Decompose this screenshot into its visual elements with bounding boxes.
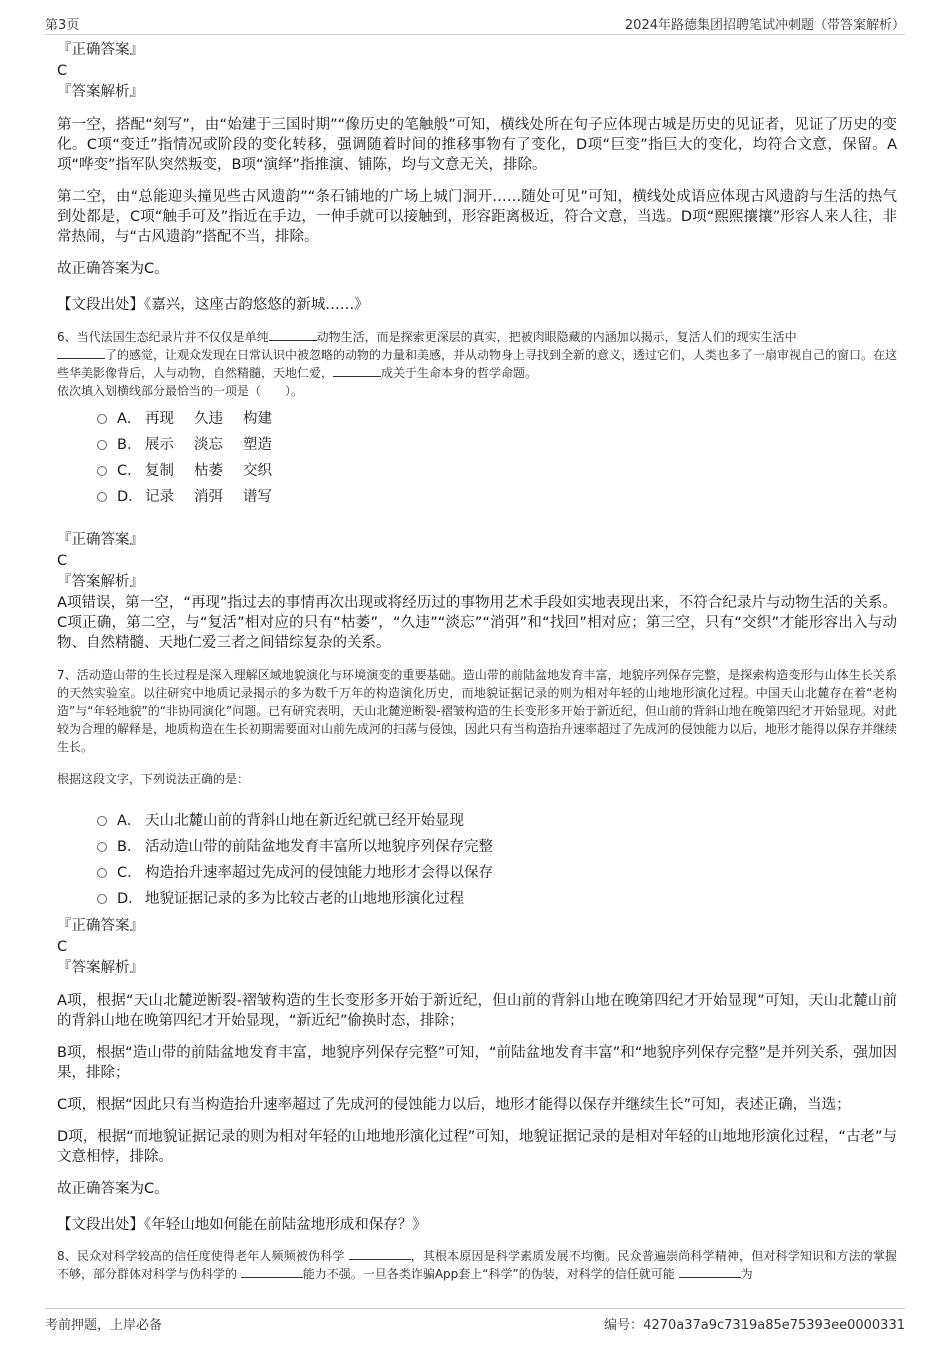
radio-icon[interactable] [97, 868, 107, 878]
option-b[interactable]: B． 活动造山带的前陆盆地发育丰富所以地貌序列保存完整 [57, 834, 897, 860]
option-c[interactable]: C． 构造抬升速率超过先成河的侵蚀能力地形才会得以保存 [57, 860, 897, 886]
fill-blank [679, 1265, 741, 1278]
footer-slogan: 考前押题，上岸必备 [45, 1318, 163, 1333]
fill-blank [241, 1265, 303, 1278]
fill-blank [57, 346, 105, 359]
radio-icon[interactable] [97, 816, 107, 826]
question-prompt: 根据这段文字，下列说法正确的是： [57, 772, 250, 786]
radio-icon[interactable] [97, 492, 107, 502]
page-content [57, 40, 897, 1283]
analysis-paragraph: C项，根据“因此只有当构造抬升速率超过了先成河的侵蚀能力以后，地形才能得以保存并继续生长”可知，表述正确，当选； [57, 1097, 851, 1113]
option-a[interactable]: A． 再现 久违 构建 [57, 406, 897, 432]
analysis-paragraph: 第一空，搭配“刻写”，由“始建于三国时期”“像历史的笔触般”可知，横线处所在句子应体现古城是历史的见证者，见证了历史的变化。C项“变迁”指情况或阶段的变化转移，强调随着时间的推移事物有了变化，D项“巨变”指巨大的变化，均符合文意，保留。A项“哗变”指军队突然叛变，B项“演绎”指推演、铺陈，均与文意无关，排除。 [57, 117, 897, 173]
analysis-paragraph: A项，根据“天山北麓逆断裂-褶皱构造的生长变形多开始于新近纪，但山前的背斜山地在晚第四纪才开始显现”可知，天山北麓山前的背斜山地在晚第四纪才开始显现，“新近纪”偷换时态，排除； [57, 993, 897, 1029]
question-text: 8、民众对科学较高的信任度使得老年人频频被伪科学 ，其根本原因是科学素质发展不均衡。民众普遍崇尚科学精神，但对科学知识和方法的掌握不够，部分群体对科学与伪科学的 能力不强。一旦各类诈骗App套上“科学”的伪装，对科学的信任就可能 为 [57, 1249, 897, 1281]
radio-icon[interactable] [97, 440, 107, 450]
page-footer [45, 1308, 905, 1333]
page-number: 第3页 [45, 18, 80, 33]
page-header [45, 12, 905, 35]
analysis-paragraph: B项，根据“造山带的前陆盆地发育丰富，地貌序列保存完整”可知，“前陆盆地发育丰富”和“地貌序列保存完整”是并列关系，强加因果，排除； [57, 1045, 897, 1081]
analysis-paragraph: 第二空，由“总能迎头撞见些古风遗韵”“条石铺地的广场上城门洞开……随处可见”可知，横线处成语应体现古风遗韵与生活的热气到处都是，C项“触手可及”指近在手边，一伸手就可以接触到，形容距离极近，符合文意，当选。D项“熙熙攘攘”形容人来人往，非常热闹，与“古风遗韵”搭配不当，排除。 [57, 189, 897, 245]
analysis-paragraph: A项错误，第一空，“再现”指过去的事情再次出现或将经历过的事物用艺术手段如实地表现出来，不符合纪录片与动物生活的关系。C项正确，第二空，与“复活”相对应的只有“枯萎”，“久违”“淡忘”“消弭”和“找回”相对应；第三空，只有“交织”才能形容出入与动物、自然精髓、天地仁爱三者之间错综复杂的关系。 [57, 595, 897, 651]
option-a[interactable]: A． 天山北麓山前的背斜山地在新近纪就已经开始显现 [57, 808, 897, 834]
question-text: 7、活动造山带的生长过程是深入理解区域地貌演化与环境演变的重要基础。造山带的前陆盆地发育丰富，地貌序列保存完整，是探索构造变形与山体生长关系的天然实验室。以往研究中地质记录揭示的多为数千万年的构造演化历史，而地貌证据记录的则为相对年轻的山地地形演化过程。中国天山北麓存在着“老构造”与“年轻地貌”的“非协同演化”问题。已有研究表明，天山北麓逆断裂-褶皱构造的生长变形多开始于新近纪，但山前的背斜山地在晚第四纪才开始显现。对此较为合理的解释是，地质构造在生长初期需要面对山前先成河的扫荡与侵蚀，因此只有当构造抬升速率超过了先成河的侵蚀能力以后，地形才能得以保存并继续生长。 [57, 668, 898, 754]
question-6 [57, 328, 897, 653]
radio-icon[interactable] [97, 894, 107, 904]
fill-blank [349, 1247, 411, 1260]
radio-icon[interactable] [97, 842, 107, 852]
analysis-label: 『答案解析』 [57, 84, 144, 100]
radio-icon[interactable] [97, 466, 107, 476]
option-c[interactable]: C． 复制 枯萎 交织 [57, 458, 897, 484]
correct-answer-value: C [57, 63, 68, 79]
option-b[interactable]: B． 展示 淡忘 塑造 [57, 432, 897, 458]
correct-answer-value: C [57, 553, 68, 569]
question-prompt: 依次填入划横线部分最恰当的一项是（ ）。 [57, 384, 304, 398]
correct-answer-value: C [57, 939, 68, 955]
question-text: 6、当代法国生态纪录片并不仅仅是单纯 动物生活，而是探索更深层的真实，把被肉眼隐藏的内涵加以揭示，复活人们的现实生活中 了的感觉，让观众发现在日常认识中被忽略的动物的力量和美感，并从动物身上寻找到全新的意义，透过它们，人类也多了一扇审视自己的窗口。在这些华美影像背后，人与动物，自然精髓，天地仁爱， 成关于生命本身的哲学命题。 [57, 330, 898, 380]
document-title: 2024年路德集团招聘笔试冲刺题（带答案解析） [624, 18, 905, 33]
analysis-paragraph: D项，根据“而地貌证据记录的则为相对年轻的山地地形演化过程”可知，地貌证据记录的是相对年轻的山地地形演化过程，“古老”与文意相悖，排除。 [57, 1129, 897, 1165]
radio-icon[interactable] [97, 414, 107, 424]
analysis-label: 『答案解析』 [57, 574, 144, 590]
option-d[interactable]: D． 记录 消弭 谱写 [57, 484, 897, 510]
question-8 [57, 1247, 897, 1283]
document-id: 编号：4270a37a9c7319a85e75393ee0000331 [604, 1318, 905, 1333]
fill-blank [333, 364, 381, 377]
source-citation: 【文段出处】《嘉兴，这座古韵悠悠的新城……》 [57, 297, 369, 313]
source-citation: 【文段出处】《年轻山地如何能在前陆盆地形成和保存？》 [57, 1217, 427, 1233]
option-d[interactable]: D． 地貌证据记录的多为比较古老的山地地形演化过程 [57, 886, 897, 912]
analysis-label: 『答案解析』 [57, 960, 144, 976]
correct-answer-label: 『正确答案』 [57, 918, 144, 934]
conclusion: 故正确答案为C。 [57, 261, 169, 277]
answer-block-q5 [57, 40, 897, 315]
correct-answer-label: 『正确答案』 [57, 532, 144, 548]
question-7 [57, 666, 897, 1235]
fill-blank [269, 328, 317, 341]
correct-answer-label: 『正确答案』 [57, 42, 144, 58]
option-list [57, 406, 897, 510]
conclusion: 故正确答案为C。 [57, 1181, 169, 1197]
option-list [57, 808, 897, 912]
